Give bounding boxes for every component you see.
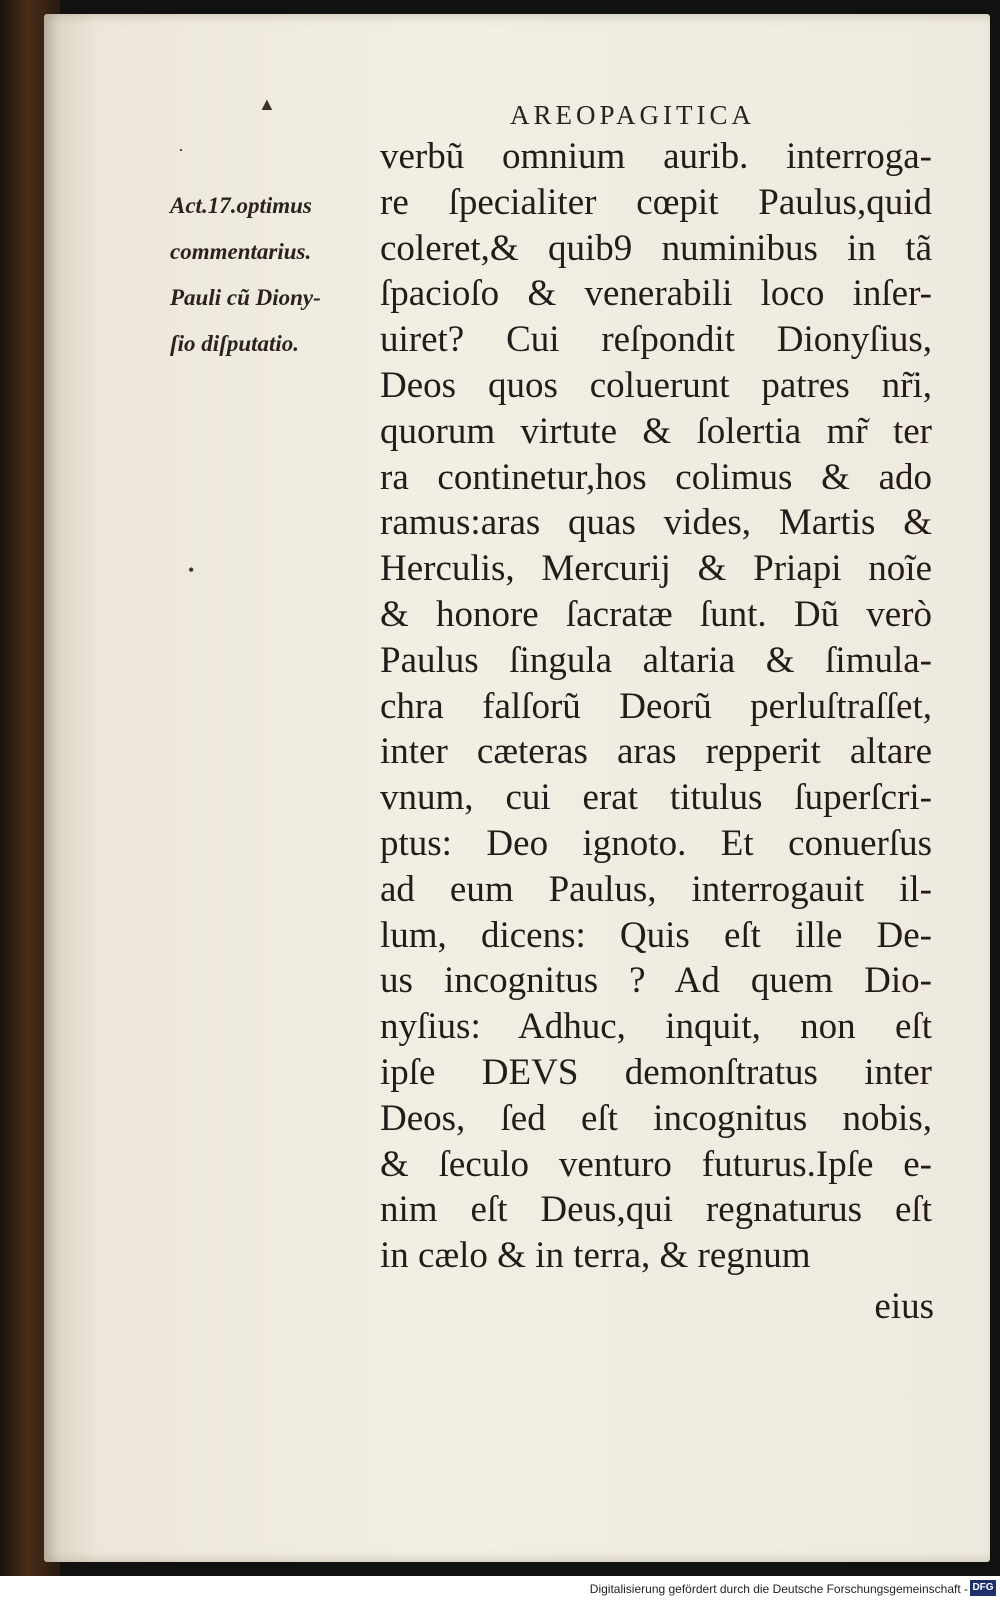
text-line: re ſpecialiter cœpit Paulus,quid [380,181,932,223]
text-line: nyſius: Adhuc, inquit, non eſt [380,1006,932,1048]
text-line: & ſeculo venturo futurus.Ipſe e- [380,1143,932,1185]
margin-note: Pauli cũ Diony- [170,285,321,310]
text-line: Deos quos coluerunt patres nr̃i, [380,364,932,406]
margin-note: ſio diſputatio. [170,331,300,356]
text-line: nim eſt Deus,qui regnaturus eſt [380,1189,932,1231]
text-line: ptus: Deo ignoto. Et conuerſus [380,822,932,864]
text-line: ad eum Paulus, interrogauit il- [380,868,932,910]
footer-credit: Digitalisierung gefördert durch die Deutsche Forschungsgemeinschaft - [589,1582,968,1596]
printer-mark: ▲ [258,94,276,114]
text-line: ra continetur,hos colimus & ado [380,456,932,498]
catchword: eius [874,1286,934,1327]
body-text [380,134,932,1279]
text-line: ramus:aras quas vides, Martis & [380,502,932,544]
text-line: vnum, cui erat titulus ſuperſcri- [380,777,932,819]
text-line: us incognitus ? Ad quem Dio- [380,960,932,1002]
margin-note: Act.17.optimus [170,193,312,218]
ink-dot: · [178,140,184,160]
text-line: lum, dicens: Quis eſt ille De- [380,914,932,956]
text-line: ſpacioſo & venerabili loco inſer- [380,273,932,315]
text-line: chra falſorũ Deorũ perluſtraſſet, [380,685,932,727]
text-line: quorum virtute & ſolertia mr̃ ter [380,410,932,452]
text-line: inter cæteras aras repperit altare [380,731,932,773]
ink-dot: • [188,560,195,580]
text-line: Deos, ſed eſt incognitus nobis, [380,1097,932,1139]
text-line: in cælo & in terra, & regnum [380,1235,811,1277]
text-line: ipſe DEVS demonſtratus inter [380,1051,932,1093]
text-line: & honore ſacratæ ſunt. Dũ verò [380,593,932,635]
margin-note: commentarius. [170,239,312,264]
margin-notes [170,183,385,367]
dfg-logo: DFG [970,1580,996,1596]
text-line: verbũ omnium aurib. interroga- [380,136,932,177]
text-line: Paulus ſingula altaria & ſimula- [380,639,932,681]
running-head: AREOPAGITICA [510,100,756,130]
text-line: uiret? Cui reſpondit Dionyſius, [380,319,932,361]
text-line: coleret,& quib9 numinibus in tã [380,227,932,269]
text-line: Herculis, Mercurij & Priapi noĩe [380,548,932,590]
